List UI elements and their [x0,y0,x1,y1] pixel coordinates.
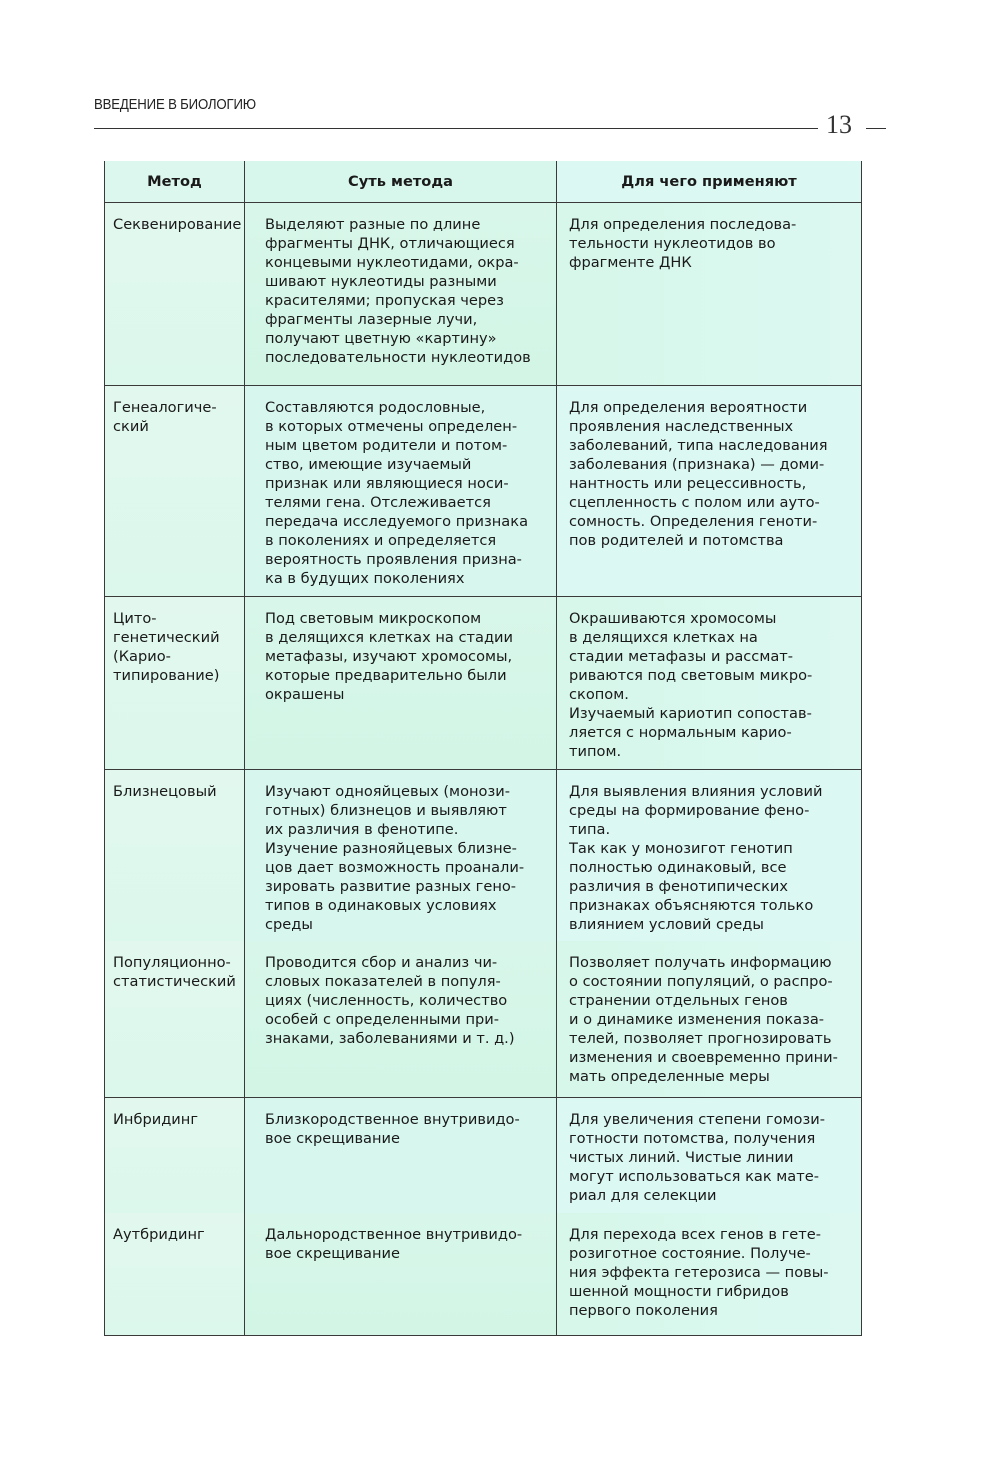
method-cell [104,941,245,1097]
cell-text-line: статистический [113,973,236,990]
essence-cell [245,1098,557,1213]
table-header-row [104,161,862,203]
cell-text-line: среды на формирование фено- [569,802,810,819]
essence-cell [245,203,557,385]
cell-text-line: генетический [113,629,220,646]
method-cell [104,203,245,385]
cell-text-line: скопом. [569,686,629,703]
cell-text-line: Для определения последова- [569,216,797,233]
column-header-purpose: Для чего применяют [557,161,862,202]
table-row [104,1098,862,1213]
column-header-essence: Суть метода [245,161,557,202]
cell-text-line: риваются под световым микро- [569,667,813,684]
cell-text-line: фрагменты ДНК, отличающиеся [265,235,515,252]
cell-text-line: могут использоваться как мате- [569,1168,819,1185]
essence-cell [245,1213,557,1335]
cell-text-line: заболеваний, типа наследования [569,437,828,454]
cell-text-line: типирование) [113,667,220,684]
table-row [104,770,862,941]
table-row [104,203,862,386]
cell-text-line: типа. [569,821,611,838]
essence-cell [245,770,557,942]
cell-text-line: Составляются родословные, [265,399,486,416]
cell-text-line: ным цветом родители и потом- [265,437,508,454]
cell-text-line: вероятность проявления призна- [265,551,522,568]
purpose-cell [557,386,862,596]
cell-text-line: в делящихся клетках на [569,629,758,646]
cell-text-line: красителями; пропуская через [265,292,504,309]
purpose-cell [557,203,862,385]
cell-text-line: Инбридинг [113,1111,198,1128]
cell-text-line: зировать развитие разных гено- [265,878,517,895]
header-rule [94,128,818,129]
cell-text-line: Изучаемый кариотип сопостав- [569,705,812,722]
purpose-cell [557,597,862,769]
cell-text-line: Выделяют разные по длине [265,216,481,233]
cell-text-line: сцепленность с полом или ауто- [569,494,820,511]
cell-text-line: ляется с нормальным карио- [569,724,792,741]
cell-text-line: циях (численность, количество [265,992,508,1009]
cell-text-line: Дальнородственное внутривидо- [265,1226,523,1243]
cell-text-line: полностью одинаковый, все [569,859,787,876]
cell-text-line: цов дает возможность проанали- [265,859,525,876]
essence-cell [245,597,557,769]
cell-text-line: стадии метафазы и рассмат- [569,648,794,665]
cell-text-line: Изучают однояйцевых (монози- [265,783,510,800]
page-number: 13 [826,110,852,139]
cell-text-line: которые предварительно были [265,667,507,684]
cell-text-line: Генеалогиче- [113,399,217,416]
cell-text-line: концевыми нуклеотидами, окра- [265,254,519,271]
method-cell [104,386,245,596]
cell-text-line: готных) близнецов и выявляют [265,802,507,819]
cell-text-line: Для выявления влияния условий [569,783,823,800]
cell-text-line: Окрашиваются хромосомы [569,610,777,627]
column-header-method: Метод [104,161,245,202]
cell-text-line: готности потомства, получения [569,1130,816,1147]
cell-text-line: в которых отмечены определен- [265,418,518,435]
cell-text-line: изменения и своевременно прини- [569,1049,838,1066]
cell-text-line: телями гена. Отслеживается [265,494,491,511]
cell-text-line: пов родителей и потомства [569,532,784,549]
cell-text-line: мать определенные меры [569,1068,770,1085]
cell-text-line: Под световым микроскопом [265,610,482,627]
cell-text-line: странении отдельных генов [569,992,788,1009]
cell-text-line: передача исследуемого признака [265,513,529,530]
cell-text-line: фрагменте ДНК [569,254,692,271]
cell-text-line: ния эффекта гетерозиса — повы- [569,1264,829,1281]
cell-text-line: среды [265,916,313,933]
cell-text-line: заболевания (признака) — доми- [569,456,825,473]
cell-text-line: влиянием условий среды [569,916,764,933]
cell-text-line: шивают нуклеотиды разными [265,273,497,290]
cell-text-line: ство, имеющие изучаемый [265,456,472,473]
cell-text-line: знаками, заболеваниями и т. д.) [265,1030,515,1047]
cell-text-line: сомность. Определения геноти- [569,513,818,530]
cell-text-line: и о динамике изменения показа- [569,1011,825,1028]
essence-cell [245,941,557,1097]
cell-text-line: Секвенирование [113,216,242,233]
cell-text-line: проявления наследственных [569,418,794,435]
table-row [104,386,862,597]
cell-text-line: признаках объясняются только [569,897,814,914]
cell-text-line: о состоянии популяций, о распро- [569,973,833,990]
method-cell [104,1213,245,1335]
cell-text-line: Так как у монозигот генотип [569,840,793,857]
purpose-cell [557,941,862,1097]
cell-text-line: Для определения вероятности [569,399,808,416]
cell-text-line: в делящихся клетках на стадии [265,629,514,646]
running-head: ВВЕДЕНИЕ В БИОЛОГИЮ [94,96,256,113]
cell-text-line: признак или являющиеся носи- [265,475,509,492]
cell-text-line: Цито- [113,610,157,627]
cell-text-line: Популяционно- [113,954,231,971]
cell-text-line: нантность или рецессивность, [569,475,807,492]
cell-text-line: их различия в фенотипе. [265,821,459,838]
page-number-dash [866,128,886,129]
cell-text-line: получают цветную «картину» [265,330,497,347]
cell-text-line: Близнецовый [113,783,217,800]
cell-text-line: особей с определенными при- [265,1011,500,1028]
cell-text-line: телей, позволяет прогнозировать [569,1030,832,1047]
purpose-cell [557,1098,862,1213]
cell-text-line: последовательности нуклеотидов [265,349,531,366]
table-row [104,941,862,1098]
cell-text-line: риал для селекции [569,1187,717,1204]
cell-text-line: Проводится сбор и анализ чи- [265,954,498,971]
cell-text-line: фрагменты лазерные лучи, [265,311,478,328]
cell-text-line: (Карио- [113,648,171,665]
method-cell [104,597,245,769]
method-cell [104,1098,245,1213]
cell-text-line: метафазы, изучают хромосомы, [265,648,513,665]
cell-text-line: ский [113,418,149,435]
cell-text-line: типов в одинаковых условиях [265,897,497,914]
cell-text-line: Позволяет получать информацию [569,954,832,971]
cell-text-line: Для перехода всех генов в гете- [569,1226,822,1243]
cell-text-line: Аутбридинг [113,1226,205,1243]
cell-text-line: шенной мощности гибридов [569,1283,789,1300]
essence-cell [245,386,557,596]
cell-text-line: Близкородственное внутривидо- [265,1111,520,1128]
cell-text-line: окрашены [265,686,345,703]
table-row [104,597,862,770]
cell-text-line: различия в фенотипических [569,878,789,895]
table-row [104,1213,862,1336]
cell-text-line: ка в будущих поколениях [265,570,465,587]
cell-text-line: в поколениях и определяется [265,532,497,549]
cell-text-line: вое скрещивание [265,1130,401,1147]
cell-text-line: Изучение разнояйцевых близне- [265,840,517,857]
cell-text-line: Для увеличения степени гомози- [569,1111,825,1128]
cell-text-line: тельности нуклеотидов во [569,235,776,252]
cell-text-line: типом. [569,743,622,760]
cell-text-line: вое скрещивание [265,1245,401,1262]
cell-text-line: чистых линий. Чистые линии [569,1149,794,1166]
methods-table [104,161,862,1336]
purpose-cell [557,770,862,942]
method-cell [104,770,245,942]
purpose-cell [557,1213,862,1335]
cell-text-line: первого поколения [569,1302,718,1319]
cell-text-line: розиготное состояние. Получе- [569,1245,811,1262]
cell-text-line: словых показателей в популя- [265,973,501,990]
